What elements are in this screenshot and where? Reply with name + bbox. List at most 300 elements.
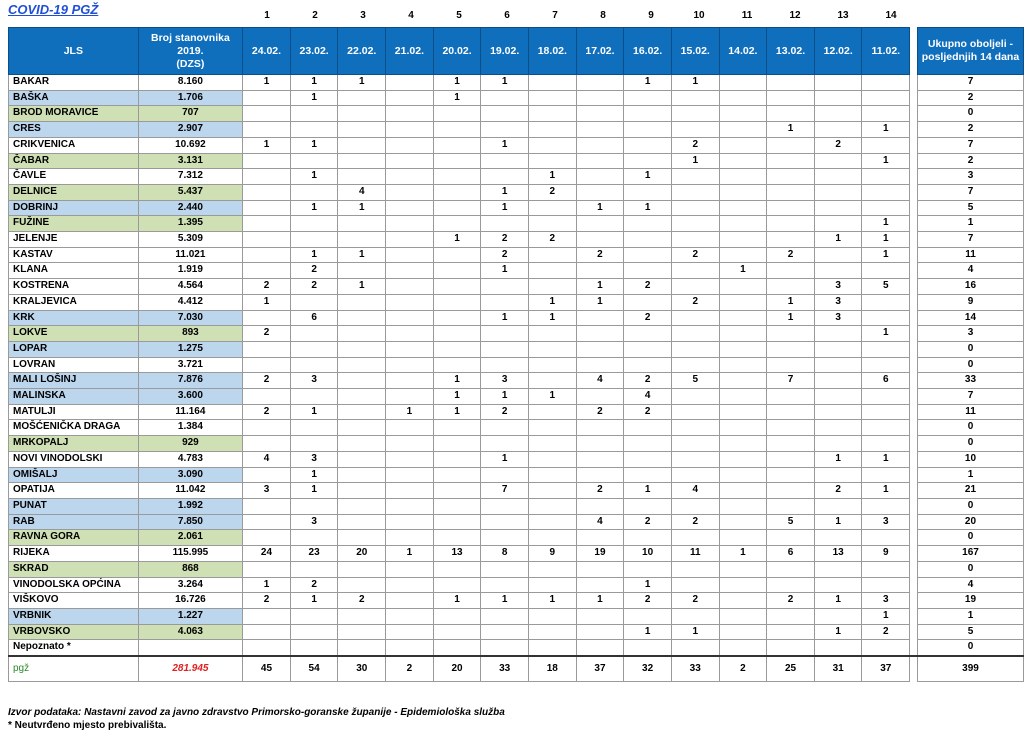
- daily-cases-cell: [338, 310, 386, 326]
- total-cases-cell: 0: [917, 640, 1023, 656]
- daily-cases-cell: [719, 608, 767, 624]
- column-number: 1: [264, 10, 270, 21]
- municipality-name: BAŠKA: [9, 90, 139, 106]
- daily-cases-cell: [290, 436, 338, 452]
- daily-cases-cell: [529, 404, 577, 420]
- daily-cases-cell: [767, 216, 815, 232]
- daily-cases-cell: [481, 640, 529, 656]
- daily-cases-cell: [338, 514, 386, 530]
- daily-cases-cell: [243, 247, 291, 263]
- daily-cases-cell: [529, 577, 577, 593]
- daily-cases-cell: 2: [624, 310, 672, 326]
- daily-cases-cell: [719, 90, 767, 106]
- table-row: [9, 608, 1024, 624]
- daily-sum-cell: 30: [338, 656, 386, 682]
- daily-cases-cell: 1: [862, 232, 910, 248]
- daily-cases-cell: 3: [814, 294, 862, 310]
- daily-cases-cell: [481, 279, 529, 295]
- daily-cases-cell: [814, 169, 862, 185]
- daily-cases-cell: [529, 608, 577, 624]
- daily-cases-cell: 1: [529, 389, 577, 405]
- date-header: 20.02.: [433, 28, 481, 75]
- daily-cases-cell: [624, 106, 672, 122]
- daily-cases-cell: [338, 451, 386, 467]
- daily-cases-cell: 1: [290, 137, 338, 153]
- source-note: Izvor podataka: Nastavni zavod za javno zdravstvo Primorsko-goranske županije - Epidemiološka služba: [8, 707, 505, 718]
- total-cases-cell: 11: [917, 247, 1023, 263]
- daily-cases-cell: [529, 640, 577, 656]
- daily-cases-cell: [243, 624, 291, 640]
- municipality-name: CRES: [9, 122, 139, 138]
- column-spacer: [910, 294, 918, 310]
- daily-cases-cell: [767, 640, 815, 656]
- daily-cases-cell: [290, 294, 338, 310]
- daily-cases-cell: [814, 577, 862, 593]
- column-spacer: [910, 169, 918, 185]
- daily-cases-cell: [719, 577, 767, 593]
- daily-cases-cell: [767, 451, 815, 467]
- daily-cases-cell: [767, 232, 815, 248]
- daily-cases-cell: [624, 263, 672, 279]
- daily-cases-cell: [719, 326, 767, 342]
- daily-cases-cell: [719, 530, 767, 546]
- daily-cases-cell: 4: [243, 451, 291, 467]
- daily-cases-cell: [243, 530, 291, 546]
- daily-cases-cell: 2: [481, 404, 529, 420]
- population-cell: 707: [138, 106, 243, 122]
- daily-cases-cell: [576, 341, 624, 357]
- daily-cases-cell: [814, 608, 862, 624]
- column-spacer: [910, 656, 918, 682]
- column-spacer: [910, 577, 918, 593]
- daily-cases-cell: [719, 467, 767, 483]
- daily-cases-cell: [386, 247, 434, 263]
- daily-cases-cell: [243, 153, 291, 169]
- column-spacer: [910, 483, 918, 499]
- daily-cases-cell: [386, 137, 434, 153]
- daily-cases-cell: [719, 420, 767, 436]
- daily-cases-cell: [290, 498, 338, 514]
- daily-cases-cell: 1: [481, 75, 529, 91]
- daily-cases-cell: 1: [814, 451, 862, 467]
- daily-sum-cell: 2: [386, 656, 434, 682]
- daily-cases-cell: 1: [671, 624, 719, 640]
- column-spacer: [910, 279, 918, 295]
- column-number: 2: [312, 10, 318, 21]
- daily-cases-cell: 1: [862, 153, 910, 169]
- column-spacer: [910, 404, 918, 420]
- daily-cases-cell: 2: [576, 483, 624, 499]
- daily-cases-cell: [290, 216, 338, 232]
- daily-cases-cell: [386, 577, 434, 593]
- daily-sum-cell: 18: [529, 656, 577, 682]
- daily-cases-cell: [814, 467, 862, 483]
- daily-cases-cell: 1: [624, 200, 672, 216]
- daily-cases-cell: [481, 326, 529, 342]
- daily-cases-cell: [529, 122, 577, 138]
- total-cases-cell: 0: [917, 420, 1023, 436]
- daily-cases-cell: 1: [624, 624, 672, 640]
- daily-cases-cell: [338, 169, 386, 185]
- table-row: [9, 404, 1024, 420]
- municipality-name: ČAVLE: [9, 169, 139, 185]
- daily-cases-cell: 1: [481, 184, 529, 200]
- daily-cases-cell: [576, 216, 624, 232]
- municipality-name: MOŠĆENIČKA DRAGA: [9, 420, 139, 436]
- table-row: [9, 137, 1024, 153]
- column-spacer: [910, 498, 918, 514]
- daily-cases-cell: [719, 137, 767, 153]
- daily-cases-cell: [529, 436, 577, 452]
- population-sum: 281.945: [138, 656, 243, 682]
- daily-cases-cell: [767, 90, 815, 106]
- daily-cases-cell: [719, 216, 767, 232]
- population-cell: [138, 640, 243, 656]
- daily-cases-cell: [338, 326, 386, 342]
- daily-cases-cell: 1: [290, 75, 338, 91]
- daily-cases-cell: [433, 498, 481, 514]
- daily-sum-cell: 45: [243, 656, 291, 682]
- daily-cases-cell: 1: [433, 373, 481, 389]
- total-cases-cell: 14: [917, 310, 1023, 326]
- daily-cases-cell: [386, 530, 434, 546]
- daily-cases-cell: [386, 483, 434, 499]
- daily-cases-cell: [243, 232, 291, 248]
- daily-cases-cell: 1: [290, 483, 338, 499]
- daily-cases-cell: [624, 184, 672, 200]
- municipality-name: VINODOLSKA OPĆINA: [9, 577, 139, 593]
- total-cases-cell: 0: [917, 498, 1023, 514]
- daily-cases-cell: [338, 216, 386, 232]
- daily-cases-cell: [671, 341, 719, 357]
- table-row: [9, 483, 1024, 499]
- daily-cases-cell: [719, 153, 767, 169]
- table-row: [9, 169, 1024, 185]
- daily-cases-cell: 2: [671, 294, 719, 310]
- daily-cases-cell: [243, 436, 291, 452]
- daily-cases-cell: [386, 200, 434, 216]
- daily-cases-cell: [529, 279, 577, 295]
- daily-cases-cell: [862, 640, 910, 656]
- daily-cases-cell: [433, 483, 481, 499]
- daily-cases-cell: [671, 530, 719, 546]
- population-cell: 4.063: [138, 624, 243, 640]
- daily-cases-cell: [671, 310, 719, 326]
- daily-cases-cell: [243, 467, 291, 483]
- daily-cases-cell: [433, 624, 481, 640]
- daily-cases-cell: [386, 389, 434, 405]
- daily-cases-cell: 1: [338, 75, 386, 91]
- daily-cases-cell: 1: [386, 546, 434, 562]
- daily-cases-cell: [814, 561, 862, 577]
- column-spacer: [910, 341, 918, 357]
- daily-cases-cell: [433, 467, 481, 483]
- daily-cases-cell: [767, 577, 815, 593]
- daily-cases-cell: 2: [671, 247, 719, 263]
- daily-cases-cell: [814, 90, 862, 106]
- daily-cases-cell: [529, 200, 577, 216]
- daily-cases-cell: [243, 263, 291, 279]
- daily-cases-cell: [529, 483, 577, 499]
- table-row: [9, 310, 1024, 326]
- population-cell: 4.412: [138, 294, 243, 310]
- column-spacer: [910, 436, 918, 452]
- daily-cases-cell: 1: [338, 279, 386, 295]
- daily-cases-cell: [433, 420, 481, 436]
- daily-cases-cell: [624, 640, 672, 656]
- population-cell: 7.876: [138, 373, 243, 389]
- daily-cases-cell: 1: [862, 247, 910, 263]
- daily-cases-cell: [719, 279, 767, 295]
- daily-sum-cell: 37: [576, 656, 624, 682]
- date-header: 15.02.: [671, 28, 719, 75]
- daily-cases-cell: [481, 530, 529, 546]
- table-row: [9, 357, 1024, 373]
- daily-cases-cell: [338, 561, 386, 577]
- population-cell: 1.706: [138, 90, 243, 106]
- daily-cases-cell: [290, 561, 338, 577]
- daily-cases-cell: 1: [862, 608, 910, 624]
- daily-cases-cell: [719, 75, 767, 91]
- municipality-name: VIŠKOVO: [9, 593, 139, 609]
- daily-cases-cell: [862, 530, 910, 546]
- daily-cases-cell: 4: [338, 184, 386, 200]
- table-row: [9, 546, 1024, 562]
- daily-cases-cell: [529, 216, 577, 232]
- column-spacer: [910, 624, 918, 640]
- table-row: [9, 294, 1024, 310]
- daily-cases-cell: 1: [290, 169, 338, 185]
- total-cases-cell: 167: [917, 546, 1023, 562]
- document-title: COVID-19 PGŽ: [8, 2, 99, 17]
- daily-cases-cell: 1: [814, 232, 862, 248]
- column-spacer: [910, 200, 918, 216]
- total-cases-cell: 1: [917, 608, 1023, 624]
- population-cell: 3.264: [138, 577, 243, 593]
- municipality-name: MRKOPALJ: [9, 436, 139, 452]
- daily-cases-cell: [671, 389, 719, 405]
- daily-cases-cell: 1: [243, 75, 291, 91]
- daily-cases-cell: 2: [243, 373, 291, 389]
- daily-cases-cell: [529, 624, 577, 640]
- daily-cases-cell: [814, 184, 862, 200]
- daily-cases-cell: 2: [576, 247, 624, 263]
- daily-cases-cell: 1: [481, 389, 529, 405]
- sum-row: [9, 656, 1024, 682]
- daily-cases-cell: [767, 357, 815, 373]
- daily-cases-cell: [481, 341, 529, 357]
- daily-cases-cell: [338, 436, 386, 452]
- daily-cases-cell: [576, 90, 624, 106]
- municipality-name: Nepoznato *: [9, 640, 139, 656]
- daily-cases-cell: [243, 561, 291, 577]
- date-header: 22.02.: [338, 28, 386, 75]
- daily-cases-cell: [529, 451, 577, 467]
- population-cell: 4.783: [138, 451, 243, 467]
- municipality-name: KLANA: [9, 263, 139, 279]
- daily-cases-cell: 1: [290, 404, 338, 420]
- total-cases-cell: 0: [917, 341, 1023, 357]
- daily-cases-cell: [481, 216, 529, 232]
- daily-cases-cell: [719, 357, 767, 373]
- daily-cases-cell: [624, 216, 672, 232]
- daily-cases-cell: 6: [862, 373, 910, 389]
- daily-cases-cell: [386, 467, 434, 483]
- daily-cases-cell: [338, 498, 386, 514]
- daily-cases-cell: [576, 530, 624, 546]
- daily-cases-cell: [576, 389, 624, 405]
- column-spacer: [910, 389, 918, 405]
- daily-cases-cell: [338, 530, 386, 546]
- daily-cases-cell: [529, 341, 577, 357]
- date-header: 18.02.: [529, 28, 577, 75]
- column-number: 9: [648, 10, 654, 21]
- daily-cases-cell: [719, 483, 767, 499]
- daily-cases-cell: 1: [624, 577, 672, 593]
- column-spacer: [910, 153, 918, 169]
- column-number: 14: [885, 10, 897, 21]
- daily-cases-cell: [338, 341, 386, 357]
- daily-cases-cell: [814, 247, 862, 263]
- table-row: [9, 200, 1024, 216]
- footnotes: [8, 706, 505, 732]
- daily-cases-cell: [433, 279, 481, 295]
- daily-cases-cell: 10: [624, 546, 672, 562]
- daily-cases-cell: [290, 389, 338, 405]
- daily-cases-cell: [433, 310, 481, 326]
- daily-cases-cell: [862, 467, 910, 483]
- daily-cases-cell: [481, 577, 529, 593]
- population-header-line1: Broj stanovnika: [151, 31, 230, 44]
- daily-cases-cell: 1: [433, 389, 481, 405]
- total-cases-cell: 9: [917, 294, 1023, 310]
- daily-cases-cell: [481, 153, 529, 169]
- daily-cases-cell: 3: [290, 514, 338, 530]
- daily-cases-cell: [481, 624, 529, 640]
- daily-cases-cell: 1: [481, 593, 529, 609]
- population-cell: 7.030: [138, 310, 243, 326]
- daily-cases-cell: [576, 310, 624, 326]
- population-cell: 1.384: [138, 420, 243, 436]
- municipality-name: KOSTRENA: [9, 279, 139, 295]
- municipality-name: MATULJI: [9, 404, 139, 420]
- daily-cases-cell: [719, 184, 767, 200]
- municipality-name: DELNICE: [9, 184, 139, 200]
- daily-cases-cell: [338, 577, 386, 593]
- daily-cases-cell: 1: [862, 216, 910, 232]
- date-header: 14.02.: [719, 28, 767, 75]
- table-row: [9, 184, 1024, 200]
- daily-cases-cell: [624, 294, 672, 310]
- daily-cases-cell: [481, 608, 529, 624]
- total-cases-cell: 33: [917, 373, 1023, 389]
- daily-cases-cell: 1: [767, 122, 815, 138]
- table-row: [9, 279, 1024, 295]
- daily-cases-cell: [814, 153, 862, 169]
- daily-cases-cell: 1: [338, 247, 386, 263]
- date-header: 24.02.: [243, 28, 291, 75]
- daily-cases-cell: [862, 404, 910, 420]
- daily-cases-cell: [624, 232, 672, 248]
- daily-cases-cell: [386, 498, 434, 514]
- table-row: [9, 326, 1024, 342]
- daily-cases-cell: [719, 561, 767, 577]
- daily-cases-cell: [529, 326, 577, 342]
- daily-cases-cell: [290, 184, 338, 200]
- daily-cases-cell: [433, 608, 481, 624]
- daily-cases-cell: [290, 420, 338, 436]
- daily-cases-cell: [386, 341, 434, 357]
- daily-cases-cell: 3: [862, 593, 910, 609]
- daily-cases-cell: [862, 137, 910, 153]
- daily-cases-cell: [719, 389, 767, 405]
- daily-cases-cell: [624, 247, 672, 263]
- municipality-name: FUŽINE: [9, 216, 139, 232]
- daily-cases-cell: [719, 169, 767, 185]
- daily-cases-cell: [338, 404, 386, 420]
- daily-cases-cell: [767, 200, 815, 216]
- daily-cases-cell: 2: [624, 279, 672, 295]
- daily-cases-cell: 24: [243, 546, 291, 562]
- municipality-name: KRK: [9, 310, 139, 326]
- column-number: 11: [741, 10, 753, 21]
- daily-cases-cell: [338, 153, 386, 169]
- municipality-name: LOVRAN: [9, 357, 139, 373]
- daily-cases-cell: [338, 294, 386, 310]
- daily-cases-cell: [767, 169, 815, 185]
- table-row: [9, 122, 1024, 138]
- daily-cases-cell: [290, 530, 338, 546]
- daily-cases-cell: [814, 498, 862, 514]
- daily-cases-cell: [433, 294, 481, 310]
- table-row: [9, 247, 1024, 263]
- daily-cases-cell: [481, 561, 529, 577]
- daily-cases-cell: 2: [338, 593, 386, 609]
- daily-cases-cell: [243, 640, 291, 656]
- daily-cases-cell: 2: [243, 593, 291, 609]
- daily-cases-cell: 2: [671, 137, 719, 153]
- daily-cases-cell: [481, 106, 529, 122]
- population-cell: 1.275: [138, 341, 243, 357]
- column-spacer: [910, 75, 918, 91]
- population-cell: 3.721: [138, 357, 243, 373]
- total-cases-cell: 21: [917, 483, 1023, 499]
- daily-cases-cell: [814, 373, 862, 389]
- daily-sum-cell: 33: [481, 656, 529, 682]
- column-number: 8: [600, 10, 606, 21]
- daily-cases-cell: [338, 122, 386, 138]
- daily-cases-cell: [814, 200, 862, 216]
- daily-cases-cell: [814, 389, 862, 405]
- population-cell: 3.131: [138, 153, 243, 169]
- table-row: [9, 561, 1024, 577]
- daily-cases-cell: [386, 279, 434, 295]
- daily-cases-cell: 1: [814, 593, 862, 609]
- daily-cases-cell: [386, 624, 434, 640]
- daily-cases-cell: [576, 624, 624, 640]
- daily-cases-cell: 2: [243, 404, 291, 420]
- daily-cases-cell: [338, 232, 386, 248]
- daily-cases-cell: [671, 263, 719, 279]
- daily-cases-cell: [243, 420, 291, 436]
- population-cell: 11.164: [138, 404, 243, 420]
- population-cell: 16.726: [138, 593, 243, 609]
- daily-cases-cell: [338, 467, 386, 483]
- daily-cases-cell: [481, 420, 529, 436]
- daily-cases-cell: 1: [624, 75, 672, 91]
- daily-cases-cell: [386, 232, 434, 248]
- daily-cases-cell: [290, 106, 338, 122]
